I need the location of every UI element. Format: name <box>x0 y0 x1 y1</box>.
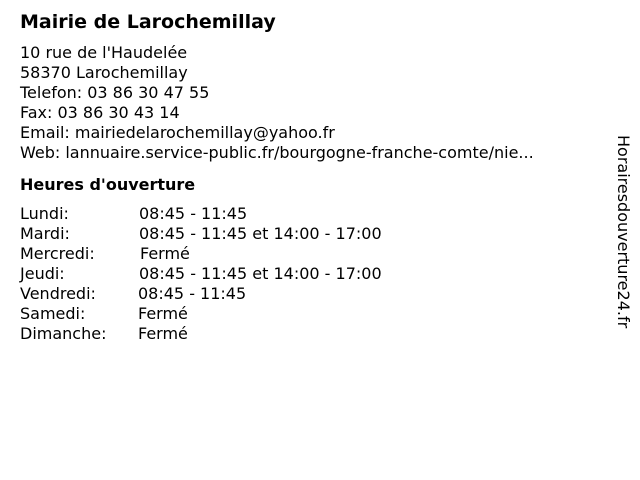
hours-value: 08:45 - 11:45 et 14:00 - 17:00 <box>139 224 382 243</box>
street-address: 10 rue de l'Haudelée <box>20 43 188 62</box>
hours-row-monday <box>20 204 600 224</box>
fax-number: Fax: 03 86 30 43 14 <box>20 103 180 122</box>
day-label: Samedi: <box>20 304 86 323</box>
opening-hours-table <box>20 204 600 344</box>
email-address: Email: mairiedelarochemillay@yahoo.fr <box>20 123 335 142</box>
hours-row-friday <box>20 284 600 304</box>
hours-row-saturday <box>20 304 600 324</box>
hours-value: Fermé <box>140 244 190 263</box>
day-label: Mercredi: <box>20 244 95 263</box>
hours-row-thursday <box>20 264 600 284</box>
day-label: Mardi: <box>20 224 70 243</box>
day-label: Jeudi: <box>20 264 65 283</box>
hours-value: 08:45 - 11:45 <box>139 204 248 223</box>
day-label: Lundi: <box>20 204 69 223</box>
opening-hours-heading: Heures d'ouverture <box>20 175 196 194</box>
hours-value: Fermé <box>138 304 188 323</box>
hours-row-tuesday <box>20 224 600 244</box>
postal-city: 58370 Larochemillay <box>20 63 188 82</box>
day-label: Vendredi: <box>20 284 96 303</box>
website-link: Web: lannuaire.service-public.fr/bourgogne-franche-comte/nie... <box>20 143 534 162</box>
mairie-card <box>20 10 600 344</box>
hours-row-wednesday <box>20 244 600 264</box>
hours-value: 08:45 - 11:45 <box>138 284 247 303</box>
day-label: Dimanche: <box>20 324 107 343</box>
address-block <box>20 43 600 163</box>
hours-value: Fermé <box>138 324 188 343</box>
phone-number: Telefon: 03 86 30 47 55 <box>20 83 210 102</box>
hours-value: 08:45 - 11:45 et 14:00 - 17:00 <box>139 264 382 283</box>
hours-row-sunday <box>20 324 600 344</box>
site-watermark: Horairesdouverture24.fr <box>614 135 633 329</box>
page-title: Mairie de Larochemillay <box>20 11 276 33</box>
